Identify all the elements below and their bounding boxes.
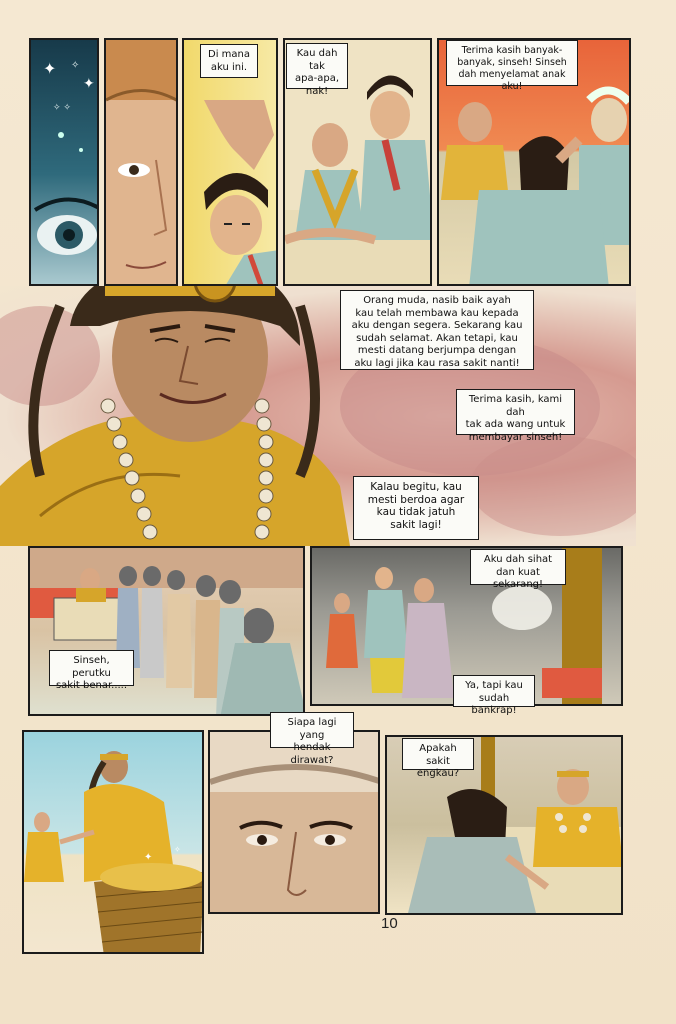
- speech-bubble: Di mana aku ini.: [200, 44, 258, 78]
- svg-text:✧: ✧: [71, 60, 80, 71]
- speech-bubble: Sinseh, perutku sakit benar.....: [49, 650, 134, 686]
- svg-text:✦: ✦: [43, 59, 57, 78]
- panel-eye-closeup: [29, 38, 99, 286]
- speech-bubble: Siapa lagi yang hendak dirawat?: [270, 712, 354, 748]
- panel-face-closeup: [104, 38, 178, 286]
- svg-text:✧ ✧: ✧ ✧: [53, 103, 71, 113]
- speech-bubble: Terima kasih banyak- banyak, sinseh! Sinseh dah menyelamat anak aku!: [446, 40, 578, 86]
- panel-gold-basket: [22, 730, 204, 954]
- face-art: [106, 40, 178, 286]
- speech-bubble: Apakah sakit engkau?: [402, 738, 474, 770]
- speech-bubble: Orang muda, nasib baik ayah kau telah membawa kau kepada aku dengan segera. Sekarang kau sudah selamat. Akan tetapi, kau mesti datang berjumpa dengan aku lagi jika kau rasa sakit nanti!: [340, 290, 534, 370]
- speech-bubble: Kau dah tak apa-apa, nak!: [286, 43, 348, 89]
- gold-basket-art: [24, 732, 204, 954]
- svg-text:✦: ✦: [144, 852, 153, 863]
- speech-bubble: Terima kasih, kami dah tak ada wang untuk membayar sinseh!: [456, 389, 575, 435]
- svg-text:✧: ✧: [174, 845, 181, 854]
- eye-art: [31, 40, 99, 286]
- speech-bubble: Aku dah sihat dan kuat sekarang!: [470, 549, 566, 585]
- page-number: 10: [381, 915, 398, 932]
- speech-bubble: Kalau begitu, kau mesti berdoa agar kau tidak jatuh sakit lagi!: [353, 476, 479, 540]
- svg-text:✦: ✦: [83, 76, 95, 92]
- speech-bubble: Ya, tapi kau sudah bankrap!: [453, 675, 535, 707]
